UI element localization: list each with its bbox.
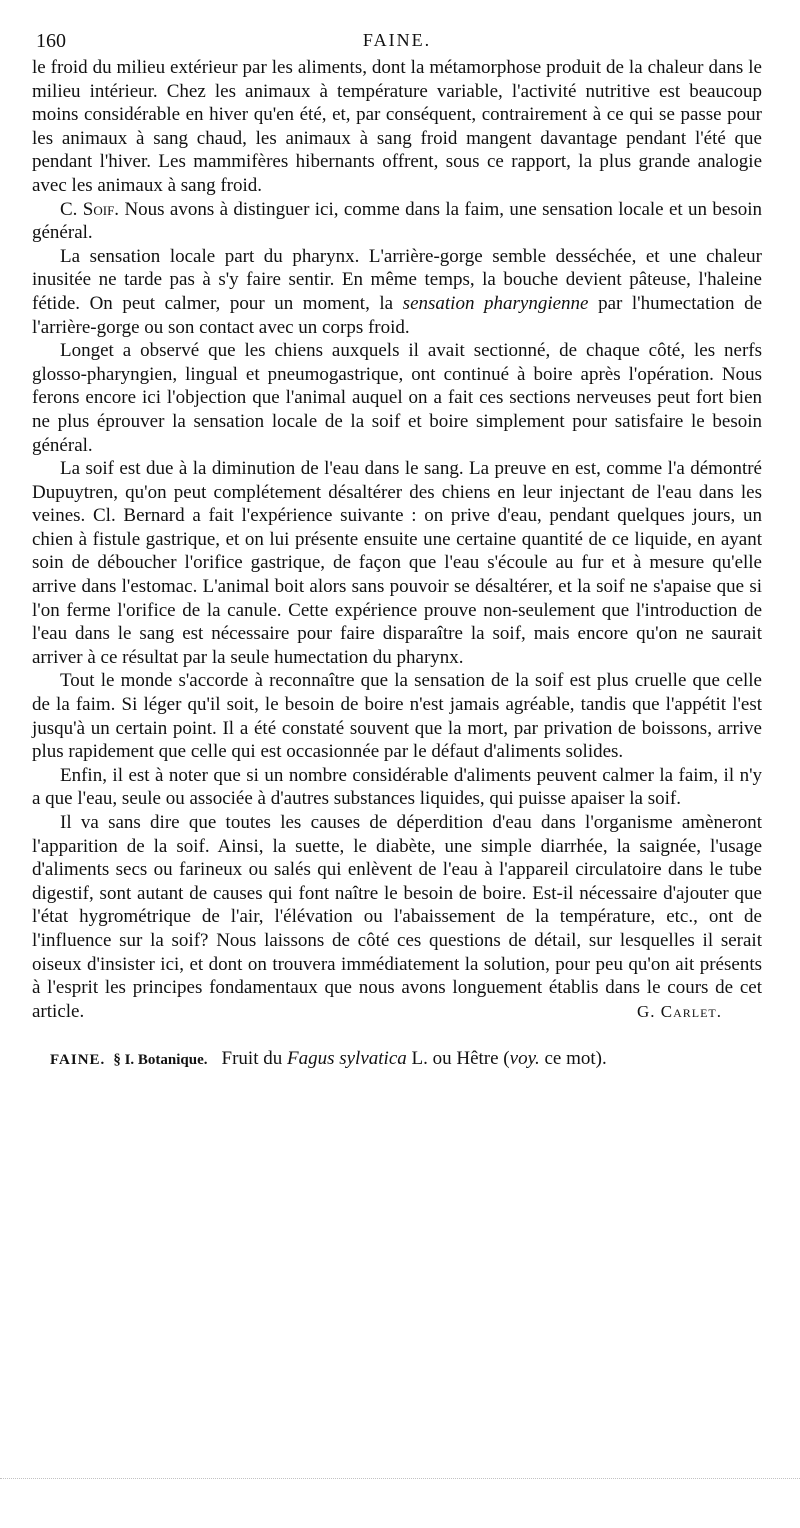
paragraph-soif-intro-text: Nous avons à distinguer ici, comme dans la faim, une sensation locale et un besoin général. — [32, 198, 763, 244]
paragraph-causes: Il va sans dire que toutes les causes de déperdition d'eau dans l'organisme amèneront l'apparition de la soif. Ainsi, la suette, le diabète, une simple diarrhée, la saignée, l'usage d'aliments secs ou farineux ou salés qui enlèvent de l'eau à l'appareil circulatoire dans le tube digestif, sont autant de causes qui font naître le besoin de boire. Est-il nécessaire d'ajouter que l'état hygrométrique de l'air, l'élévation ou l'abaissement de la température, etc., ont de l'influence sur la soif? Nous laissons de côté ces questions de détail, sur lesquelles il serait oiseux d'insister ici, et dont on trouvera immédiatement la solution, pour peu qu'on ait présents à l'esprit les principes fondamentaux que nous avons longuement établis dans le cours de cet article. — [32, 812, 762, 1022]
entry-voy: voy. — [509, 1048, 540, 1070]
paragraph-cold-animals: le froid du milieu extérieur par les aliments, dont la métamorphose produit de la chaleur dans le milieu intérieur. Chez les animaux à température variable, l'activité nutritive est beaucoup moins considérable en hiver qu'en été, et, par conséquent, contrairement à ce qui se passe pour les animaux à sang chaud, les animaux à sang froid mangent davantage pendant l'été que pendant l'hiver. Les mammifères hibernants offrent, sous ce rapport, la plus grande analogie avec les animaux à sang froid. — [32, 57, 762, 196]
document-page — [32, 30, 762, 1072]
dictionary-entry-faine — [32, 1047, 762, 1072]
entry-definition-text-b: L. ou Hêtre ( — [406, 1048, 510, 1070]
entry-definition — [222, 1048, 607, 1069]
paragraph-thirst-cruel: Tout le monde s'accorde à reconnaître que la sensation de la soif est plus cruelle que celle de la faim. Si léger qu'il soit, le besoin de boire n'est jamais agréable, tandis que l'appétit l'est jusqu'à un certain point. Il a été constaté souvent que la mort, par privation de boissons, arrive plus rapidement que celle qui est occasionnée par le défaut d'aliments solides. — [32, 670, 762, 763]
paragraph-local-sensation-text-b: par l'humectation de l'arrière-gorge ou son contact avec un corps froid. — [32, 292, 762, 338]
scan-artifact-line — [0, 1478, 800, 1491]
section-label-soif: C. Soif. — [60, 198, 120, 220]
page-number: 160 — [36, 30, 66, 52]
entry-definition-text-c: ce mot). — [539, 1048, 607, 1070]
running-header — [32, 30, 762, 56]
author-signature — [32, 1000, 762, 1024]
paragraph-longet: Longet a observé que les chiens auxquels il avait sectionné, de chaque côté, les nerfs glosso-pharyngien, lingual et pneumogastrique, ont continué à boire après l'opération. Nous ferons encore ici l'objection que l'animal auquel on a fait ces sections nerveuses peut fort bien ne plus éprouver la sensation locale de la soif et boire simplement pour satisfaire le besoin général. — [32, 340, 762, 456]
signature-text: G. Carlet. — [636, 1001, 722, 1021]
entry-headword: FAINE. — [50, 1052, 106, 1069]
entry-definition-text-a: Fruit du — [221, 1048, 287, 1070]
emphasis-sensation-pharyngienne: sensation pharyngienne — [402, 292, 589, 314]
article-body — [32, 56, 762, 1023]
paragraph-water-in-blood: La soif est due à la diminution de l'eau dans le sang. La preuve en est, comme l'a démontré Dupuytren, qu'on peut complétement désaltérer des chiens en leur injectant de l'eau dans les veines. Cl. Bernard a fait l'expérience suivante : on prive d'eau, pendant quelques jours, un chien à fistule gastrique, et on lui présente ensuite une certaine quantité de ce liquide, en ayant soin de déboucher l'orifice gastrique, de façon que l'eau s'écoule au fur et à mesure qu'elle arrive dans l'estomac. L'animal boit alors sans pouvoir se désaltérer, et la soif ne s'apaise que si l'on ferme l'orifice de la canule. Cette expérience prouve non-seulement que l'introduction de l'eau dans le sang est nécessaire pour faire disparaître la soif, mais encore qu'on ne saurait arriver à ce résultat par la seule humectation du pharynx. — [32, 458, 762, 668]
paragraph-local-sensation — [32, 245, 762, 339]
paragraph-local-sensation-text-a: La sensation locale part du pharynx. L'arrière-gorge semble desséchée, et une chaleur inusitée ne tarde pas à s'y faire sentir. En même temps, la bouche devient pâteuse, l'haleine fétide. On peut calmer, pour un moment, la — [32, 245, 762, 314]
entry-section-label: § I. Botanique. — [113, 1052, 208, 1069]
paragraph-water-only: Enfin, il est à noter que si un nombre considérable d'aliments peuvent calmer la faim, il n'y a que l'eau, seule ou associée à d'autres substances liquides, qui puisse apaiser la soif. — [32, 764, 762, 810]
running-title: FAINE. — [362, 30, 432, 50]
paragraph-soif-intro — [32, 198, 762, 245]
entry-species-name: Fagus sylvatica — [286, 1048, 407, 1070]
